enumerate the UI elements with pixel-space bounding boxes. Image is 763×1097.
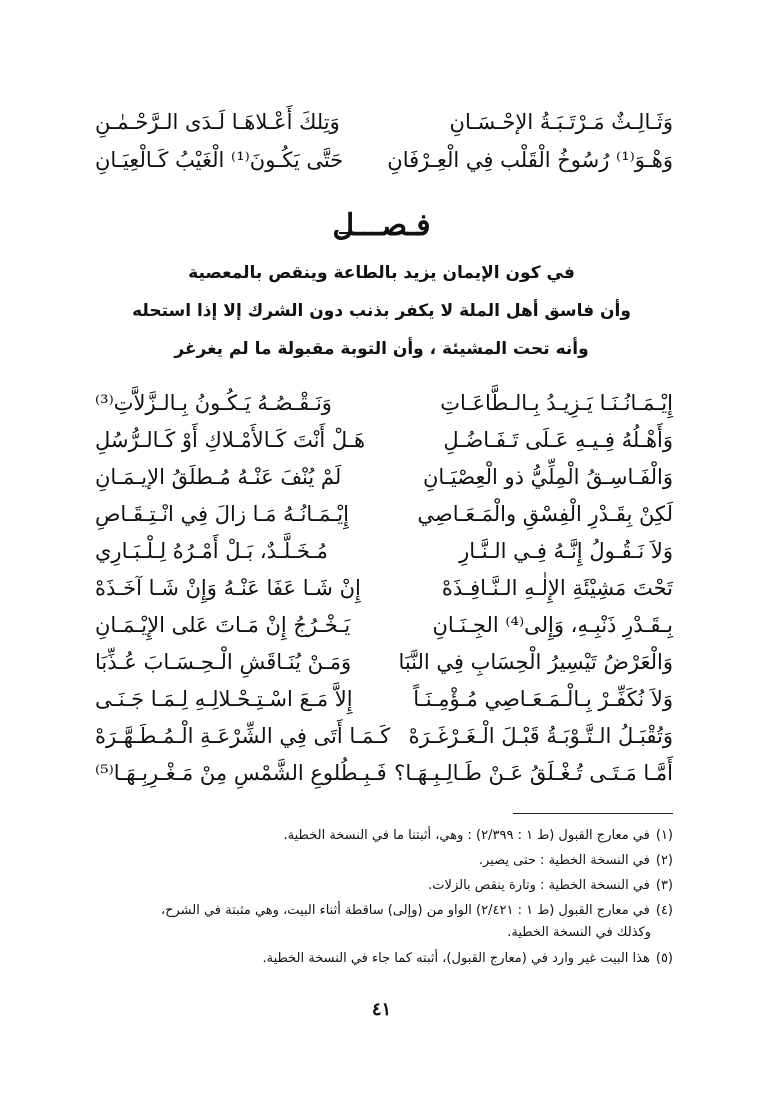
footnote-text: في النسخة الخطية : وتارة ينقص بالزلات.	[428, 878, 650, 893]
verse-couplet	[95, 141, 673, 179]
verse-first-hemistich: وَلاَ نُكَفِّـرْ بِـالْـمَـعَـاصِي مُـؤْمِـنَـاً	[413, 687, 673, 711]
footnote-text: هذا البيت غير وارد في (معارج القبول)، أثبته كما جاء في النسخة الخطية.	[262, 951, 650, 966]
section-subheading: وأنه تحت المشيئة ، وأن التوبة مقبولة ما لم يغرغر	[174, 339, 589, 359]
footnote	[83, 948, 673, 970]
footnote-text: في معارج القبول (ط ١ : ٢/٤٢١) الواو من (وإلى) ساقطة أثناء البيت، وهي مثبتة في الشرح،	[160, 903, 650, 918]
footnote-text: وكذلك في النسخة الخطية.	[507, 925, 651, 940]
verse-couplet	[95, 421, 673, 459]
verse-second-hemistich: مُـخَـلَّـدٌ، بَـلْ أَمْـرُهُ لِـلْـبَـارِي	[95, 539, 328, 563]
footnote	[83, 825, 673, 847]
footnote-text: في النسخة الخطية : حتى يصير.	[478, 853, 650, 868]
footnote-number: (٥)	[655, 951, 673, 966]
verse-first-hemistich: وَهْـوَ⁽¹⁾ رُسُوخُ الْقَلْب فِي الْعِـرْفَانِ	[387, 148, 673, 172]
verse-couplet	[95, 103, 673, 141]
verse-second-hemistich: كَـمَـا أَتَى فِي الشِّرْعَـةِ الْـمُـطَـهَّـرَهْ	[95, 724, 391, 748]
section-subheading: في كون الإيمان يزيد بالطاعة وينقص بالمعصية	[188, 263, 575, 283]
verse-couplet	[95, 643, 673, 681]
footnote-number: (٢)	[655, 853, 673, 868]
verse-couplet	[95, 532, 673, 570]
verse-first-hemistich: تَحْتَ مَشِيْئَةِ الإِلٰـهِ الـنَّـافِـذَهْ	[441, 576, 673, 600]
verse-couplet	[95, 680, 673, 718]
footnote-text: في معارج القبول (ط ١ : ٢/٣٩٩) : وهي، أثبتنا ما في النسخة الخطية.	[283, 828, 650, 843]
verse-second-hemistich: وَمَـنْ يُنَـاقَشِ الْـحِـسَـابَ عُـذِّبَا	[95, 650, 352, 674]
section-subheading: وأن فاسق أهل الملة لا يكفر بذنب دون الشرك إلا إذا استحله	[132, 301, 631, 321]
footnote-number: (٤)	[655, 903, 673, 918]
footnote-number: (٣)	[655, 878, 673, 893]
verse-couplet	[95, 495, 673, 533]
footnote	[83, 900, 673, 922]
footnote	[83, 850, 673, 872]
verse-first-hemistich: وَلاَ نَـقُـولُ إِنَّـهُ فِـي الـنَّـارِ	[459, 539, 673, 563]
verse-couplet	[95, 606, 673, 644]
verse-second-hemistich: فَـبِـطُلوعِ الشَّمْسِ مِنْ مَـغْـرِبِـهَـا⁽⁵⁾	[95, 761, 387, 785]
footnote	[83, 875, 673, 897]
verse-first-hemistich: وَتُقْبَـلُ الـتَّـوْبَـةُ قَبْـلَ الْـغَـرْغَـرَهْ	[408, 724, 673, 748]
verse-couplet	[95, 754, 673, 792]
footnote-continuation	[61, 922, 651, 944]
verse-first-hemistich: وَالْفَـاسِـقُ الْمِلِّيُّ ذو الْعِصْيَـانِ	[422, 465, 673, 489]
verse-couplet	[95, 569, 673, 607]
verse-second-hemistich: حَتَّى يَكُـونَ⁽¹⁾ الْغَيْبُ كَـالْعِيَـانِ	[95, 148, 344, 172]
verse-first-hemistich: وَأَهْـلُهُ فِـيـهِ عَـلَى تَـفَـاضُـلِ	[443, 428, 673, 452]
section-title-underline	[339, 232, 423, 234]
verse-second-hemistich: إِيْـمَـانُـهُ مَـا زالَ فِي انْـتِـقَـاصِ	[95, 502, 349, 526]
footnote-number: (١)	[655, 828, 673, 843]
section-title: فـصـــل	[332, 208, 431, 243]
verse-second-hemistich: وَتِلكَ أَعْـلاهَـا لَـدَى الـرَّحْـمٰـنِ	[95, 110, 340, 134]
footnote-separator	[513, 813, 673, 814]
verse-first-hemistich: أَمَّـا مَـتَـى تُـغْـلَقُ عَـنْ طَـالِـبِـهَـا؟	[394, 761, 673, 785]
verse-second-hemistich: وَنَـقْـصُـهُ يَـكُـونُ بِـالـزَّلاَّتِ⁽³⁾	[95, 391, 332, 415]
verse-second-hemistich: إِنْ شَـا عَفَا عَنْـهُ وَإِنْ شَـا آخَـذَهْ	[95, 576, 361, 600]
verse-second-hemistich: إِلاَّ مَـعَ اسْـتِـحْـلالِـهِ لِـمَـا جَـنَـى	[95, 687, 353, 711]
verse-first-hemistich: إِيْـمَـانُـنَـا يَـزِيـدُ بِـالـطَّاعَـاتِ	[440, 391, 673, 415]
verse-second-hemistich: هَـلْ أَنْتَ كَـالأَمْـلاكِ أَوْ كَـالـرُّسُلِ	[95, 428, 366, 452]
verse-second-hemistich: لَمْ يُنْفَ عَنْـهُ مُـطلَقُ الإيـمَـانِ	[95, 465, 342, 489]
verse-first-hemistich: لَكِنْ بِقَـدْرِ الْفِسْقِ والْمَـعَـاصِي	[417, 502, 673, 526]
verse-second-hemistich: يَـخْـرُجُ إِنْ مَـاتَ عَلى الإِيْـمَـانِ	[95, 613, 351, 637]
verse-couplet	[95, 458, 673, 496]
verse-first-hemistich: بِـقَـدْرِ ذَنْبِـهِ، وَإِلى⁽⁴⁾ الجِـنَـانِ	[432, 613, 673, 637]
verse-first-hemistich: وَالْعَرْضُ تَيْسِيرُ الْحِسَابِ فِي النَّبَا	[398, 650, 673, 674]
verse-couplet	[95, 384, 673, 422]
verse-couplet	[95, 717, 673, 755]
verse-first-hemistich: وَثَـالِـثٌ مَـرْتَـبَـةُ الإحْـسَـانِ	[449, 110, 673, 134]
page-number: ٤١	[371, 999, 392, 1020]
